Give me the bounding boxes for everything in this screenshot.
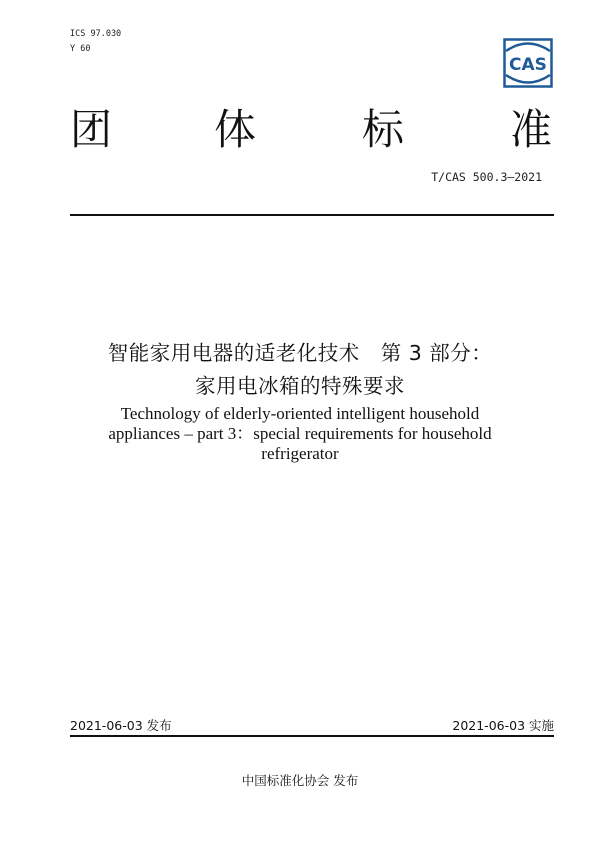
standard-type-char: 体 [214, 105, 257, 154]
ccs-code: Y 60 [70, 44, 91, 54]
standard-type-heading [70, 102, 554, 162]
english-title-line-1: Technology of elderly-oriented intelligent household [120, 404, 480, 423]
top-divider [70, 214, 554, 216]
english-title-line-3: refrigerator [261, 444, 339, 463]
implementation-date: 2021-06-03 实施 [452, 718, 554, 733]
standard-type-char: 标 [362, 105, 405, 154]
standard-type-char: 准 [510, 105, 553, 154]
issue-date: 2021-06-03 发布 [70, 718, 172, 733]
cas-logo [503, 38, 553, 88]
publisher: 中国标准化协会 发布 [241, 773, 359, 788]
ics-code: ICS 97.030 [70, 29, 122, 39]
english-title-line-2: appliances – part 3：special requirements for household [108, 424, 492, 443]
bottom-divider [70, 735, 554, 737]
chinese-title-line-1: 智能家用电器的适老化技术 第 3 部分： [107, 341, 493, 365]
standard-type-char: 团 [70, 105, 113, 154]
classification-codes [70, 27, 121, 57]
standard-number: T/CAS 500.3—2021 [431, 170, 542, 184]
chinese-title-line-2: 家用电冰箱的特殊要求 [195, 374, 405, 398]
logo-text: CAS [509, 55, 547, 75]
